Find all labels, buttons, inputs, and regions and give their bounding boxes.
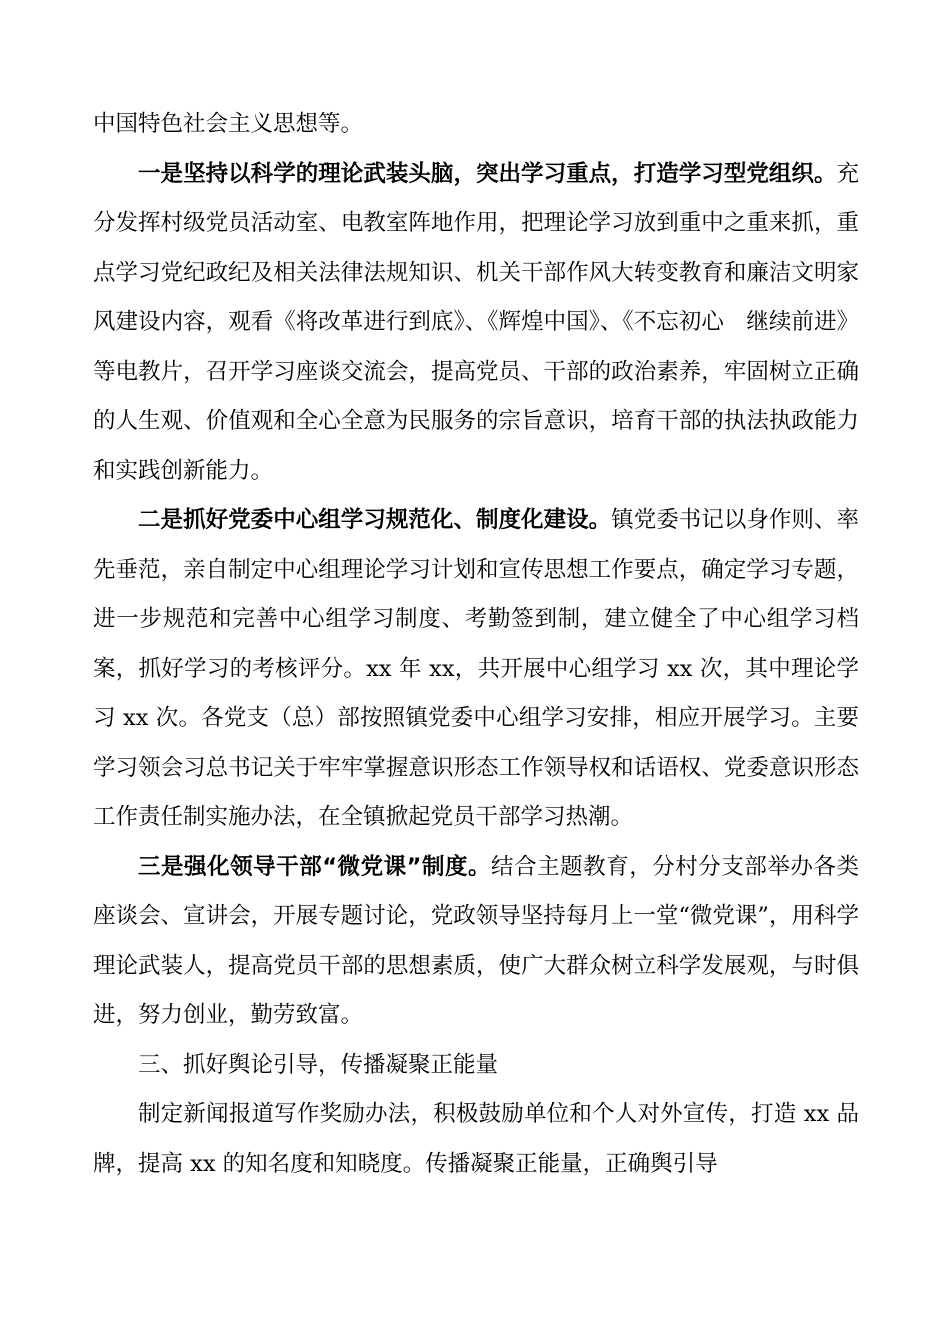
paragraph-text: 中国特色社会主义思想等。 <box>93 111 364 137</box>
paragraph-continuation <box>93 100 859 150</box>
document-page <box>93 100 859 1189</box>
paragraph-micro-party-class <box>93 843 859 1041</box>
section-heading: 三、抓好舆论引导，传播凝聚正能量 <box>138 1051 499 1078</box>
paragraph-lead: 一是坚持以科学的理论武装头脑，突出学习重点，打造学习型党组织。 <box>138 160 837 187</box>
paragraph-text: 镇党委书记以身作则、率先垂范，亲自制定中心组理论学习计划和宣传思想工作要点，确定学习专题，进一步规范和完善中心组学习制度、考勤签到制，建立健全了中心组学习档案，抓好学习的考核评分。xx 年 xx，共开展中心组学习 xx 次，其中理论学习 xx 次。各党支（总）部按照镇党委中心组学习安排，相应开展学习。主要学习领会习总书记关于牢牢掌握意识形态工作领导权和话语权、党委意识形态工作责任制实施办法，在全镇掀起党员干部学习热潮。 <box>93 507 859 830</box>
paragraph-lead: 二是抓好党委中心组学习规范化、制度化建设。 <box>138 507 612 533</box>
paragraph-text: 制定新闻报道写作奖励办法，积极鼓励单位和个人对外宣传，打造 xx 品牌，提高 xx 的知名度和知晓度。传播凝聚正能量，正确舆引导 <box>93 1101 859 1177</box>
paragraph-text: 结合主题教育，分村分支部举办各类座谈会、宣讲会，开展专题讨论，党政领导坚持每月上一堂“微党课”，用科学理论武装人，提高党员干部的思想素质，使广大群众树立科学发展观，与时俱进，努力创业，勤劳致富。 <box>93 853 859 1028</box>
paragraph-central-group-study <box>93 496 859 843</box>
paragraph-news-reporting <box>93 1090 859 1189</box>
paragraph-text: 充分发挥村级党员活动室、电教室阵地作用，把理论学习放到重中之重来抓，重点学习党纪政纪及相关法律法规知识、机关干部作风大转变教育和廉洁文明家风建设内容，观看《将改革进行到底》、《辉煌中国》、《不忘初心 继续前进》等电教片，召开学习座谈交流会，提高党员、干部的政治素养，牢固树立正确的人生观、价值观和全心全意为民服务的宗旨意识，培育干部的执法执政能力和实践创新能力。 <box>93 160 859 484</box>
paragraph-lead: 三是强化领导干部“微党课”制度。 <box>138 853 492 880</box>
paragraph-theory-study <box>93 150 859 497</box>
